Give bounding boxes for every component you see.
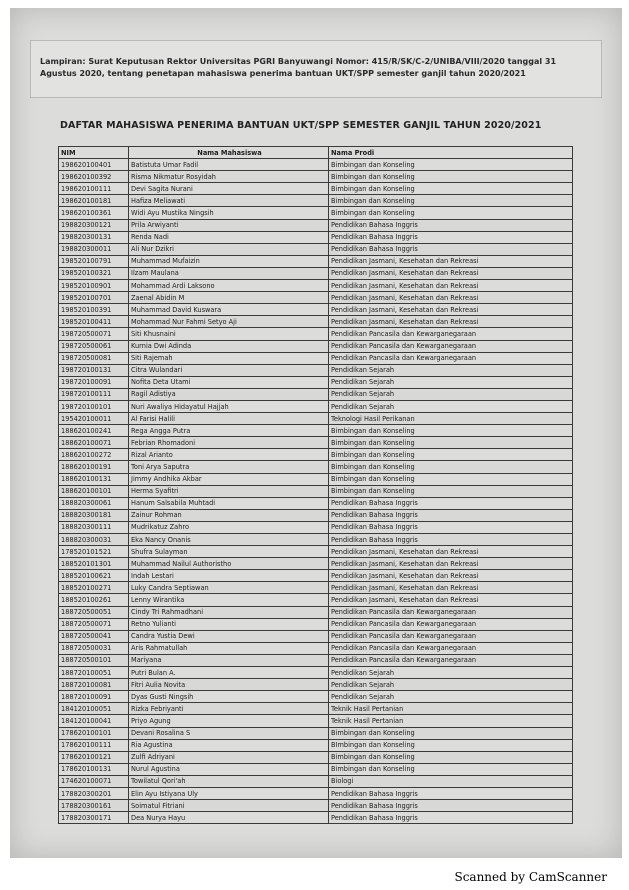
table-row (59, 400, 573, 412)
cell-nim: 198720100131 (59, 364, 129, 376)
cell-nim: 195420100011 (59, 413, 129, 425)
cell-prodi: Pendidikan Bahasa Inggris (329, 787, 573, 799)
cell-nim: 178620100121 (59, 751, 129, 763)
table-row (59, 255, 573, 267)
table-row (59, 715, 573, 727)
table-row (59, 800, 573, 812)
table-row (59, 449, 573, 461)
cell-prodi: Bimbingan dan Konseling (329, 171, 573, 183)
cell-prodi: Pendidikan Bahasa Inggris (329, 219, 573, 231)
cell-nim: 188820300111 (59, 521, 129, 533)
table-row (59, 171, 573, 183)
cell-nim: 198520100791 (59, 255, 129, 267)
table-row (59, 509, 573, 521)
cell-nim: 188520101301 (59, 558, 129, 570)
cell-nama: Ali Nur Dzikri (129, 243, 329, 255)
table-row (59, 473, 573, 485)
table-row (59, 751, 573, 763)
cell-nim: 198720500071 (59, 328, 129, 340)
cell-prodi: Pendidikan Pancasila dan Kewarganegaraan (329, 618, 573, 630)
cell-prodi: Teknik Hasil Pertanian (329, 715, 573, 727)
cell-prodi: Pendidikan Jasmani, Kesehatan dan Rekreasi (329, 558, 573, 570)
cell-prodi: Pendidikan Pancasila dan Kewarganegaraan (329, 642, 573, 654)
cell-nama: Dea Nurya Hayu (129, 812, 329, 824)
cell-prodi: Pendidikan Pancasila dan Kewarganegaraan (329, 606, 573, 618)
cell-nim: 188820300181 (59, 509, 129, 521)
cell-nama: Siti Rajemah (129, 352, 329, 364)
cell-nama: Muhammad David Kuswara (129, 304, 329, 316)
cell-prodi: Bimbingan dan Konseling (329, 485, 573, 497)
cell-nim: 188720500101 (59, 654, 129, 666)
cell-nama: Devani Rosalina S (129, 727, 329, 739)
cell-nama: Batistuta Umar Fadil (129, 159, 329, 171)
column-header-prodi: Nama Prodi (329, 147, 573, 159)
cell-nim: 178620100131 (59, 763, 129, 775)
table-row (59, 280, 573, 292)
cell-nim: 188720500041 (59, 630, 129, 642)
cell-prodi: Bimbingan dan Konseling (329, 727, 573, 739)
column-header-nim: NIM (59, 147, 129, 159)
cell-prodi: Pendidikan Jasmani, Kesehatan dan Rekreasi (329, 582, 573, 594)
cell-nama: Muhammad Nailul Authoristho (129, 558, 329, 570)
cell-nim: 178820300161 (59, 800, 129, 812)
cell-nama: Nurul Agustina (129, 763, 329, 775)
table-row (59, 183, 573, 195)
cell-prodi: Bimbingan dan Konseling (329, 751, 573, 763)
cell-prodi: Pendidikan Jasmani, Kesehatan dan Rekreasi (329, 570, 573, 582)
cell-prodi: Pendidikan Sejarah (329, 667, 573, 679)
cell-prodi: Pendidikan Sejarah (329, 679, 573, 691)
cell-prodi: Pendidikan Pancasila dan Kewarganegaraan (329, 654, 573, 666)
table-row (59, 413, 573, 425)
table-row (59, 534, 573, 546)
cell-prodi: Pendidikan Jasmani, Kesehatan dan Rekreasi (329, 546, 573, 558)
cell-prodi: Bimbingan dan Konseling (329, 183, 573, 195)
cell-nama: Zainur Rohman (129, 509, 329, 521)
table-row (59, 642, 573, 654)
cell-prodi: Pendidikan Jasmani, Kesehatan dan Rekreasi (329, 316, 573, 328)
cell-prodi: Pendidikan Sejarah (329, 364, 573, 376)
cell-prodi: Bimbingan dan Konseling (329, 437, 573, 449)
document-title: DAFTAR MAHASISWA PENERIMA BANTUAN UKT/SPP SEMESTER GANJIL TAHUN 2020/2021 (60, 120, 542, 131)
cell-prodi: Pendidikan Jasmani, Kesehatan dan Rekreasi (329, 594, 573, 606)
cell-nama: Zaenal Abidin M (129, 292, 329, 304)
cell-prodi: Bimbingan dan Konseling (329, 159, 573, 171)
cell-nama: Devi Sagita Nurani (129, 183, 329, 195)
cell-nim: 198520100901 (59, 280, 129, 292)
table-row (59, 425, 573, 437)
table-row (59, 763, 573, 775)
table-row (59, 654, 573, 666)
cell-nama: Rega Angga Putra (129, 425, 329, 437)
cell-nama: Ria Agustina (129, 739, 329, 751)
table-row (59, 558, 573, 570)
cell-nim: 188720100051 (59, 667, 129, 679)
cell-nim: 178620100101 (59, 727, 129, 739)
table-row (59, 195, 573, 207)
cell-nama: Hanum Salsabila Muhtadi (129, 497, 329, 509)
cell-nama: Aris Rahmatullah (129, 642, 329, 654)
cell-prodi: Pendidikan Bahasa Inggris (329, 800, 573, 812)
table-row (59, 316, 573, 328)
table-row (59, 485, 573, 497)
cell-nim: 184120100041 (59, 715, 129, 727)
cell-nama: Hafiza Meliawati (129, 195, 329, 207)
cell-nama: Al Farisi Halili (129, 413, 329, 425)
cell-prodi: Pendidikan Bahasa Inggris (329, 243, 573, 255)
cell-nim: 188620100272 (59, 449, 129, 461)
table-row (59, 618, 573, 630)
table-row (59, 812, 573, 824)
table-row (59, 231, 573, 243)
table-row (59, 570, 573, 582)
header-text: Lampiran: Surat Keputusan Rektor Universitas PGRI Banyuwangi Nomor: 415/R/SK/C-2/UNIBA/VIII/2020 tanggal 31 Agustus 2020, tentang penetapan mahasiswa penerima bantuan UKT/SPP semester ganjil tahun 2020/2021 (40, 57, 557, 78)
cell-nim: 178820300201 (59, 787, 129, 799)
cell-prodi: Teknik Hasil Pertanian (329, 703, 573, 715)
cell-prodi: Pendidikan Bahasa Inggris (329, 534, 573, 546)
table-row (59, 594, 573, 606)
cell-nama: Rizal Arianto (129, 449, 329, 461)
cell-nama: Mudrikatuz Zahro (129, 521, 329, 533)
cell-nama: Zulfi Adriyani (129, 751, 329, 763)
table-row (59, 739, 573, 751)
cell-nim: 174620100071 (59, 775, 129, 787)
cell-prodi: Bimbingan dan Konseling (329, 763, 573, 775)
cell-nama: Luky Candra Septiawan (129, 582, 329, 594)
table-row (59, 352, 573, 364)
cell-nama: Lenny Wirantika (129, 594, 329, 606)
table-row (59, 267, 573, 279)
cell-nim: 198720100111 (59, 388, 129, 400)
cell-nama: Elin Ayu Istiyana Uly (129, 787, 329, 799)
cell-prodi: Pendidikan Sejarah (329, 388, 573, 400)
cell-nim: 198820300011 (59, 243, 129, 255)
cell-nama: Dyas Gusti Ningsih (129, 691, 329, 703)
table-header-row (59, 147, 573, 159)
cell-nim: 188620100131 (59, 473, 129, 485)
cell-nim: 178520101521 (59, 546, 129, 558)
cell-nama: Jimmy Andhika Akbar (129, 473, 329, 485)
cell-nama: Prila Arwiyanti (129, 219, 329, 231)
cell-nama: Kurnia Dwi Adinda (129, 340, 329, 352)
cell-nim: 184120100051 (59, 703, 129, 715)
table-row (59, 630, 573, 642)
table-row (59, 461, 573, 473)
table-row (59, 388, 573, 400)
table-row (59, 159, 573, 171)
cell-nim: 198720500081 (59, 352, 129, 364)
cell-prodi: Pendidikan Bahasa Inggris (329, 509, 573, 521)
cell-nim: 188720100091 (59, 691, 129, 703)
cell-nama: Toni Arya Saputra (129, 461, 329, 473)
cell-nim: 198520100391 (59, 304, 129, 316)
cell-prodi: Pendidikan Pancasila dan Kewarganegaraan (329, 328, 573, 340)
table-row (59, 787, 573, 799)
cell-nim: 178820300171 (59, 812, 129, 824)
table-row (59, 667, 573, 679)
cell-nim: 198520100701 (59, 292, 129, 304)
cell-nama: Towilatul Qori'ah (129, 775, 329, 787)
cell-nama: Shufra Sulayman (129, 546, 329, 558)
cell-prodi: Bimbingan dan Konseling (329, 207, 573, 219)
table-row (59, 328, 573, 340)
cell-nim: 198520100321 (59, 267, 129, 279)
cell-nama: Muhammad Mufaizin (129, 255, 329, 267)
cell-nim: 178620100111 (59, 739, 129, 751)
cell-nama: Rizka Febriyanti (129, 703, 329, 715)
cell-nim: 188520100261 (59, 594, 129, 606)
cell-nama: Soimatul Fitriani (129, 800, 329, 812)
cell-prodi: Bimbingan dan Konseling (329, 473, 573, 485)
cell-nama: Mariyana (129, 654, 329, 666)
cell-nim: 188620100071 (59, 437, 129, 449)
cell-prodi: Bimbingan dan Konseling (329, 425, 573, 437)
cell-prodi: Bimbingan dan Konseling (329, 449, 573, 461)
cell-nama: Risma Nikmatur Rosyidah (129, 171, 329, 183)
cell-prodi: Pendidikan Jasmani, Kesehatan dan Rekreasi (329, 292, 573, 304)
student-table (58, 146, 573, 824)
cell-prodi: Pendidikan Jasmani, Kesehatan dan Rekreasi (329, 280, 573, 292)
cell-nim: 198620100111 (59, 183, 129, 195)
cell-nim: 198620100181 (59, 195, 129, 207)
cell-prodi: Pendidikan Bahasa Inggris (329, 231, 573, 243)
table-row (59, 546, 573, 558)
cell-nama: Renda Nadi (129, 231, 329, 243)
cell-prodi: Pendidikan Jasmani, Kesehatan dan Rekreasi (329, 267, 573, 279)
cell-nama: Nofita Deta Utami (129, 376, 329, 388)
cell-nim: 188620100101 (59, 485, 129, 497)
cell-nim: 188720500031 (59, 642, 129, 654)
cell-nama: Putri Bulan A. (129, 667, 329, 679)
cell-nama: Eka Nancy Onanis (129, 534, 329, 546)
cell-nama: Priyo Agung (129, 715, 329, 727)
cell-nim: 188720100081 (59, 679, 129, 691)
table-row (59, 376, 573, 388)
cell-nama: Siti Khusnaini (129, 328, 329, 340)
table-row (59, 703, 573, 715)
cell-nama: Nuri Awaliya Hidayatul Hajjah (129, 400, 329, 412)
cell-nim: 188720500071 (59, 618, 129, 630)
cell-nama: Citra Wulandari (129, 364, 329, 376)
cell-nim: 188720500051 (59, 606, 129, 618)
cell-prodi: BImbingan dan Konseling (329, 739, 573, 751)
cell-nim: 198820300131 (59, 231, 129, 243)
cell-prodi: Pendidikan Sejarah (329, 691, 573, 703)
cell-nama: Ragil Adistiya (129, 388, 329, 400)
cell-nama: Mohammad Ardi Laksono (129, 280, 329, 292)
cell-nim: 198620100401 (59, 159, 129, 171)
cell-nim: 198520100411 (59, 316, 129, 328)
table-row (59, 521, 573, 533)
cell-prodi: Pendidikan Jasmani, Kesehatan dan Rekreasi (329, 304, 573, 316)
cell-nim: 198720100101 (59, 400, 129, 412)
cell-nim: 198820300121 (59, 219, 129, 231)
cell-nama: Indah Lestari (129, 570, 329, 582)
table-row (59, 219, 573, 231)
cell-prodi: Pendidikan Bahasa Inggris (329, 812, 573, 824)
cell-nama: Candra Yustia Dewi (129, 630, 329, 642)
cell-nim: 198720500061 (59, 340, 129, 352)
cell-prodi: Pendidikan Sejarah (329, 400, 573, 412)
cell-nama: Retno Yulianti (129, 618, 329, 630)
cell-nama: Herma Syafitri (129, 485, 329, 497)
cell-nim: 188820300031 (59, 534, 129, 546)
table-row (59, 497, 573, 509)
cell-nim: 188820300061 (59, 497, 129, 509)
table-row (59, 606, 573, 618)
cell-prodi: Pendidikan Pancasila dan Kewarganegaraan (329, 340, 573, 352)
cell-nim: 188520100271 (59, 582, 129, 594)
table-row (59, 207, 573, 219)
cell-nama: Febrian Rhomadoni (129, 437, 329, 449)
cell-nim: 188620100241 (59, 425, 129, 437)
cell-nim: 198620100392 (59, 171, 129, 183)
table-row (59, 292, 573, 304)
table-row (59, 364, 573, 376)
cell-nim: 188520100621 (59, 570, 129, 582)
table-body (59, 159, 573, 824)
cell-nama: Ilzam Maulana (129, 267, 329, 279)
cell-prodi: Pendidikan Bahasa Inggris (329, 521, 573, 533)
cell-prodi: Pendidikan Pancasila dan Kewarganegaraan (329, 352, 573, 364)
cell-prodi: Bimbingan dan Konseling (329, 195, 573, 207)
column-header-nama: Nama Mahasiswa (129, 147, 329, 159)
table-row (59, 437, 573, 449)
cell-nim: 198720100091 (59, 376, 129, 388)
cell-nama: Widi Ayu Mustika Ningsih (129, 207, 329, 219)
table-row (59, 243, 573, 255)
scanner-watermark: Scanned by CamScanner (454, 870, 607, 884)
table-row (59, 582, 573, 594)
cell-nama: Mohammad Nur Fahmi Setyo Aji (129, 316, 329, 328)
cell-prodi: Pendidikan Sejarah (329, 376, 573, 388)
cell-prodi: Teknologi Hasil Perikanan (329, 413, 573, 425)
table-row (59, 679, 573, 691)
table-row (59, 304, 573, 316)
table-row (59, 691, 573, 703)
cell-nim: 188620100191 (59, 461, 129, 473)
table-row (59, 727, 573, 739)
cell-prodi: Pendidikan Jasmani, Kesehatan dan Rekreasi (329, 255, 573, 267)
cell-prodi: Pendidikan Bahasa Inggris (329, 497, 573, 509)
cell-prodi: Pendidikan Pancasila dan Kewarganegaraan (329, 630, 573, 642)
cell-nama: Cindy Tri Rahmadhani (129, 606, 329, 618)
table-row (59, 775, 573, 787)
cell-nama: Fitri Aulia Novita (129, 679, 329, 691)
cell-prodi: Bimbingan dan Konseling (329, 461, 573, 473)
table-row (59, 340, 573, 352)
cell-prodi: Biologi (329, 775, 573, 787)
cell-nim: 198620100361 (59, 207, 129, 219)
